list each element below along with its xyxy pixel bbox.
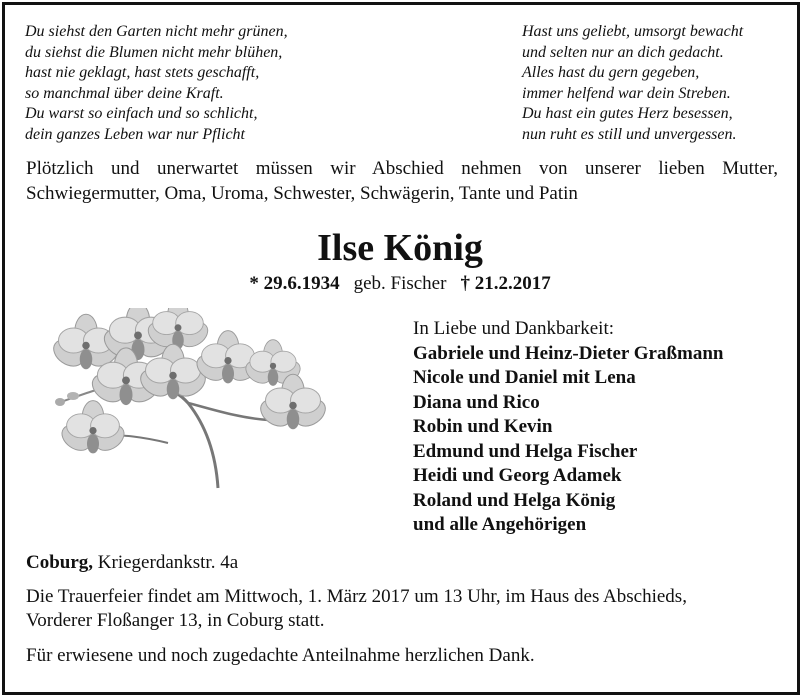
- birth-date: * 29.6.1934: [249, 273, 340, 294]
- mourners-heading: In Liebe und Dankbarkeit:: [413, 318, 615, 339]
- poem-line: Du siehst den Garten nicht mehr grünen,: [25, 23, 288, 40]
- poem-line: Du hast ein gutes Herz besessen,: [522, 105, 733, 122]
- mourner-name: Heidi und Georg Adamek: [413, 465, 622, 486]
- mourner-name: Nicole und Daniel mit Lena: [413, 367, 636, 388]
- intro-line: Schwiegermutter, Oma, Uroma, Schwester, Schwägerin, Tante und Patin: [26, 183, 578, 204]
- poem-line: du siehst die Blumen nicht mehr blühen,: [25, 43, 283, 61]
- poem-line: immer helfend war dein Streben.: [522, 84, 731, 102]
- poem-line: Alles hast du gern gegeben,: [522, 64, 700, 81]
- poem-line: so manchmal über deine Kraft.: [25, 84, 224, 102]
- intro-line: Plötzlich und unerwartet müssen wir Abschied nehmen von unserer lieben Mutter,: [26, 158, 778, 179]
- mourners-list: [413, 317, 724, 538]
- deceased-name: Ilse König: [317, 227, 483, 269]
- poem-line: Du warst so einfach und so schlicht,: [25, 105, 258, 122]
- poem-line: dein ganzes Leben war nur Pflicht: [25, 125, 245, 143]
- poem-line: Hast uns geliebt, umsorgt bewacht: [522, 23, 744, 40]
- service-line: Die Trauerfeier findet am Mittwoch, 1. März 2017 um 13 Uhr, im Haus des Abschieds,: [26, 586, 687, 607]
- address-street: Kriegerdankstr. 4a: [97, 552, 239, 573]
- poem-left: [25, 22, 288, 145]
- funeral-service-info: [26, 585, 778, 633]
- death-date: † 21.2.2017: [460, 273, 551, 294]
- mourner-name: Gabriele und Heinz-Dieter Graßmann: [413, 342, 724, 364]
- mourner-name: Roland und Helga König: [413, 489, 616, 511]
- address-city: Coburg,: [26, 552, 94, 573]
- poems: [25, 22, 777, 152]
- mourner-name: Edmund und Helga Fischer: [413, 440, 638, 462]
- intro-text: [26, 156, 778, 206]
- service-line: Vorderer Floßanger 13, in Coburg statt.: [26, 610, 325, 631]
- mourner-name: Robin und Kevin: [413, 416, 553, 437]
- orchid-branch-icon: [38, 308, 338, 498]
- address: [26, 551, 238, 575]
- thanks-note: Für erwiesene und noch zugedachte Anteilnahme herzlichen Dank.: [26, 645, 535, 666]
- poem-line: und selten nur an dich gedacht.: [522, 43, 724, 61]
- mourner-name: Diana und Rico: [413, 391, 540, 413]
- poem-line: hast nie geklagt, hast stets geschafft,: [25, 64, 260, 81]
- life-dates: [0, 272, 800, 296]
- poem-line: nun ruht es still und unvergessen.: [522, 125, 737, 143]
- poem-right: [522, 22, 743, 145]
- mourner-name: und alle Angehörigen: [413, 514, 587, 535]
- maiden-name: geb. Fischer: [353, 273, 447, 294]
